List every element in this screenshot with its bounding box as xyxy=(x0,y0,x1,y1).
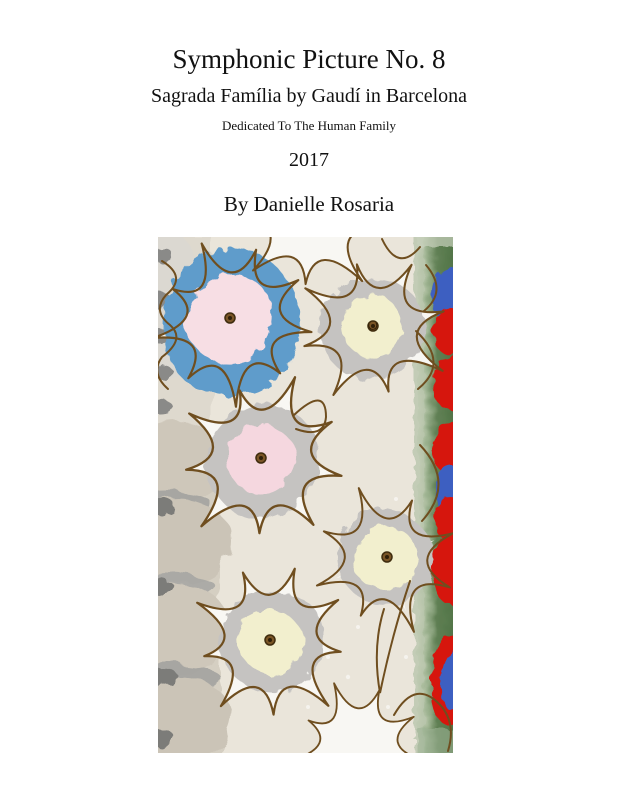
center-dot xyxy=(225,313,235,323)
center-dot xyxy=(368,321,378,331)
byline: By Danielle Rosaria xyxy=(223,192,395,216)
cover-artwork xyxy=(158,237,453,753)
dedication-line: Dedicated To The Human Family xyxy=(221,118,397,133)
center-dot xyxy=(382,552,392,562)
edge-red-blue-dots xyxy=(432,268,453,727)
score-subtitle: Sagrada Família by Gaudí in Barcelona xyxy=(150,85,467,107)
score-title: Symphonic Picture No. 8 xyxy=(172,44,446,74)
center-dot xyxy=(265,635,275,645)
year-line: 2017 xyxy=(289,149,329,171)
center-dot xyxy=(256,453,266,463)
